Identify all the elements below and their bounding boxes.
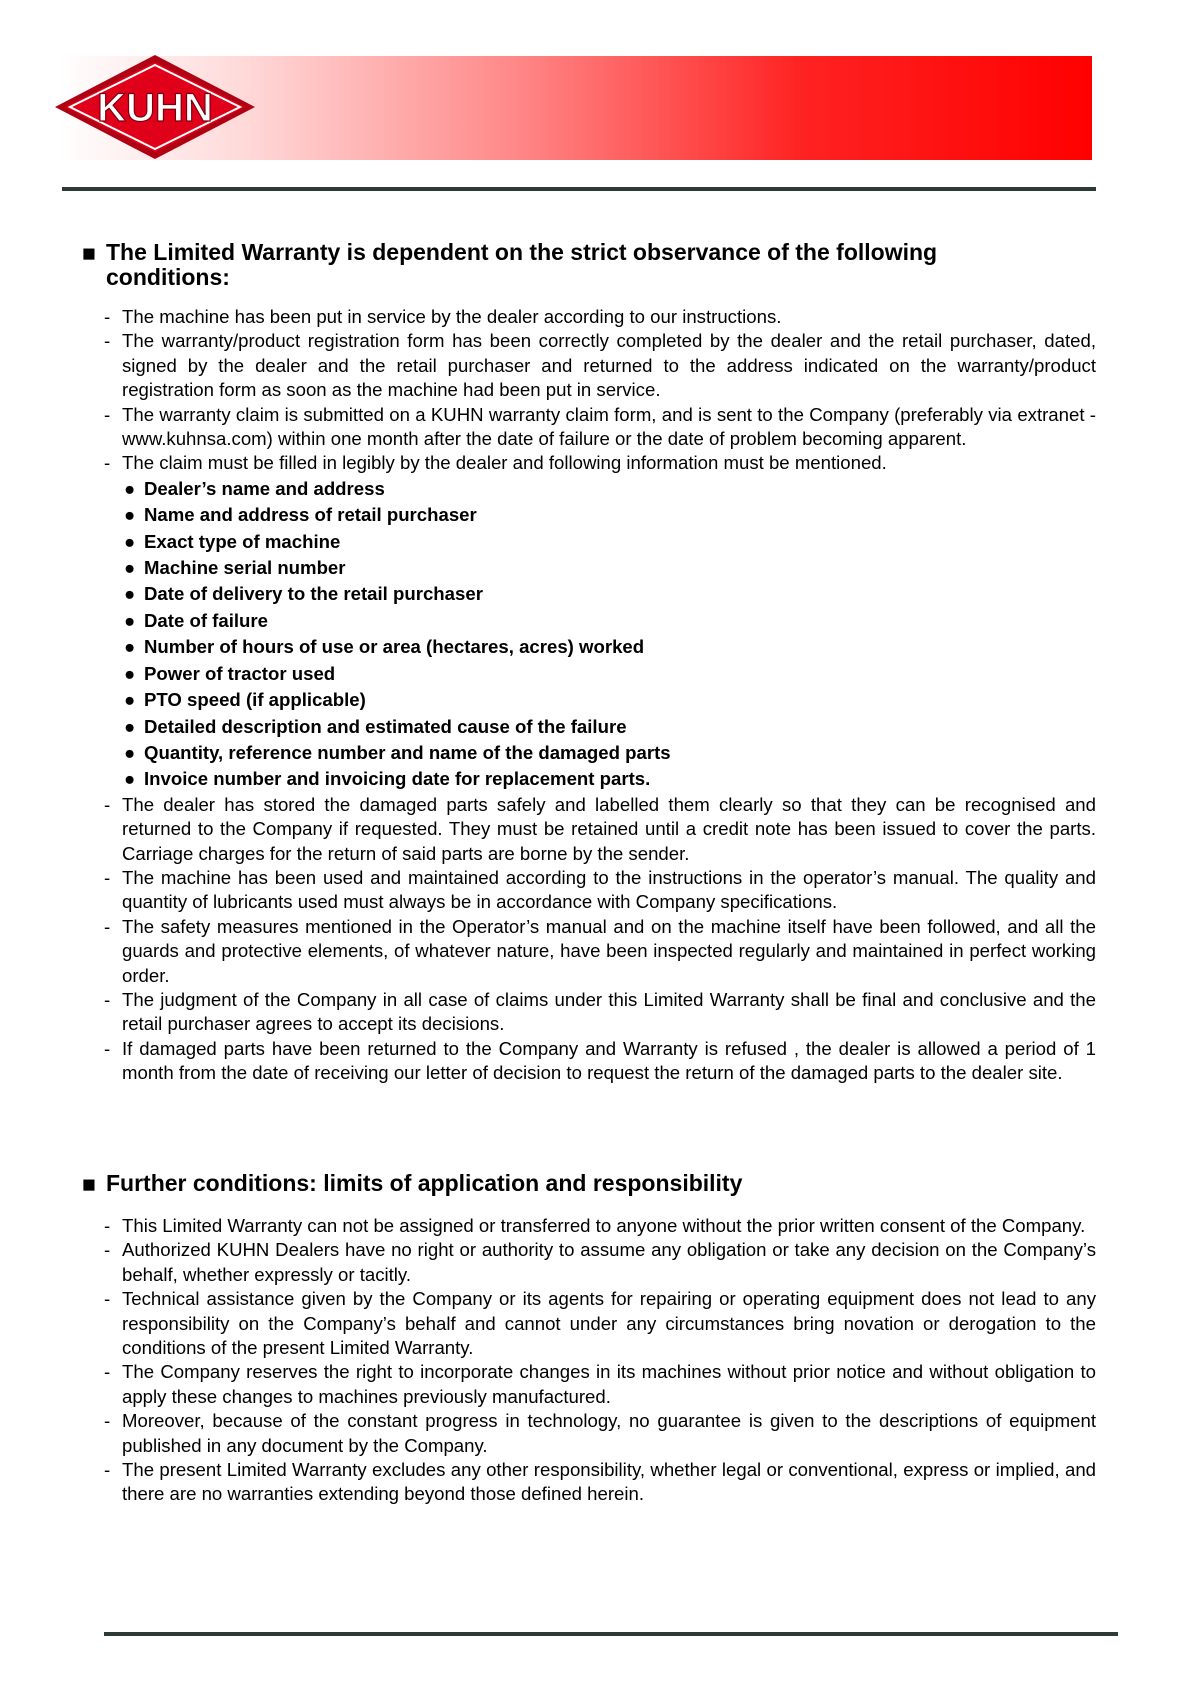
list-item: - The machine has been put in service by the dealer according to our instructions.: [104, 306, 782, 327]
conditions-list: [104, 305, 1096, 1086]
bullet-icon: ●: [124, 689, 136, 711]
bullet-item: ● Machine serial number: [122, 555, 1096, 581]
bullet-item: ● Name and address of retail purchaser: [122, 502, 1096, 528]
kuhn-logo: [52, 52, 258, 163]
bullet-item: ● Detailed description and estimated cause of the failure: [122, 714, 1096, 740]
bullet-icon: ●: [124, 477, 136, 499]
bullet-icon: ●: [124, 741, 136, 763]
bullet-item: ● Quantity, reference number and name of the damaged parts: [122, 740, 1096, 766]
list-item: - The dealer has stored the damaged parts safely and labelled them clearly so that they can be recognised and returned to the Company if requested. They must be retained until a credit note has been issued to cover the parts. Carriage charges for the return of said parts are borne by the sender.: [104, 793, 1096, 864]
bullet-item: ● Dealer’s name and address: [122, 476, 1096, 502]
bullet-item: ● Invoice number and invoicing date for replacement parts.: [122, 766, 1096, 792]
list-item: - The Company reserves the right to incorporate changes in its machines without prior notice and without obligation to apply these changes to machines previously manufactured.: [104, 1361, 1096, 1407]
bullet-item: ● Date of failure: [122, 608, 1096, 634]
list-item: - The judgment of the Company in all case of claims under this Limited Warranty shall be final and conclusive and the retail purchaser agrees to accept its decisions.: [104, 988, 1096, 1035]
bullet-icon: ●: [124, 557, 136, 579]
bullet-item: ● Exact type of machine: [122, 529, 1096, 555]
section-marker-icon: ■: [82, 240, 96, 266]
bullet-item: ● Power of tractor used: [122, 661, 1096, 687]
section2-heading-text: Further conditions: limits of application and responsibility: [106, 1170, 743, 1196]
section2-heading: [82, 1171, 1002, 1196]
bullet-icon: ●: [124, 662, 136, 684]
bullet-icon: ●: [124, 530, 136, 552]
bullet-item: ● Date of delivery to the retail purchaser: [122, 581, 1096, 607]
bullet-item: ● Number of hours of use or area (hectares, acres) worked: [122, 634, 1096, 660]
logo-text: KUHN: [97, 86, 213, 130]
kuhn-logo-icon: [52, 52, 258, 163]
section1-heading: [82, 240, 1002, 290]
list-item: - If damaged parts have been returned to the Company and Warranty is refused , the dealer is allowed a period of 1 month from the date of receiving our letter of decision to request the return of the damaged parts to the dealer site.: [104, 1037, 1096, 1084]
list-item: - The warranty/product registration form has been correctly completed by the dealer and the retail purchaser, dated, signed by the dealer and the retail purchaser and returned to the address indicated on the warranty/product registration form as soon as the machine had been put in service.: [104, 330, 1096, 401]
header-rule: [62, 187, 1096, 191]
bullet-icon: ●: [124, 715, 136, 737]
bullet-item: ● PTO speed (if applicable): [122, 687, 1096, 713]
claim-info-bullets: [122, 476, 1096, 793]
list-item: - Technical assistance given by the Company or its agents for repairing or operating equipment does not lead to any responsibility on the Company’s behalf and cannot under any circumstances bring novation or derogation to the conditions of the present Limited Warranty.: [104, 1288, 1096, 1359]
list-item: - This Limited Warranty can not be assigned or transferred to anyone without the prior written consent of the Company.: [104, 1215, 1086, 1236]
list-item: - Moreover, because of the constant progress in technology, no guarantee is given to the descriptions of equipment published in any document by the Company.: [104, 1410, 1096, 1456]
section-marker-icon: ■: [82, 1171, 96, 1197]
list-item: - The safety measures mentioned in the Operator’s manual and on the machine itself have been followed, and all the guards and protective elements, of whatever nature, have been inspected regularly and maintained in perfect working order.: [104, 915, 1096, 986]
further-conditions-list: [104, 1214, 1096, 1507]
bullet-icon: ●: [124, 504, 136, 526]
list-item: - The claim must be filled in legibly by the dealer and following information must be mentioned. ● Dealer’s name and address ● Name and address of retail purchaser ● Exact type of machine ● Machine serial number ● Date of delivery to the retail purchaser ● Date of failure ● Number of hours of use or area (hectares, acres) worked ● Power of tractor used ● PTO speed (if applicable) ● Detailed description and estimated cause of the failure ● Quantity, reference number and name of the damaged parts ● Invoice number and invoicing date for replacement parts.: [104, 451, 1096, 792]
section1-heading-text: The Limited Warranty is dependent on the strict observance of the following conditions:: [106, 239, 938, 290]
bullet-icon: ●: [124, 609, 136, 631]
bullet-icon: ●: [124, 583, 136, 605]
list-item: - The present Limited Warranty excludes any other responsibility, whether legal or conventional, express or implied, and there are no warranties extending beyond those defined herein.: [104, 1459, 1096, 1505]
list-item: - Authorized KUHN Dealers have no right or authority to assume any obligation or take any decision on the Company’s behalf, whether expressly or tacitly.: [104, 1239, 1096, 1285]
bullet-icon: ●: [124, 636, 136, 658]
footer-rule: [104, 1632, 1118, 1636]
list-item: - The warranty claim is submitted on a KUHN warranty claim form, and is sent to the Company (preferably via extranet - www.kuhnsa.com) within one month after the date of failure or the date of problem becoming apparent.: [104, 403, 1096, 450]
bullet-icon: ●: [124, 768, 136, 790]
list-item: - The machine has been used and maintained according to the instructions in the operator’s manual. The quality and quantity of lubricants used must always be in accordance with Company specifications.: [104, 866, 1096, 913]
